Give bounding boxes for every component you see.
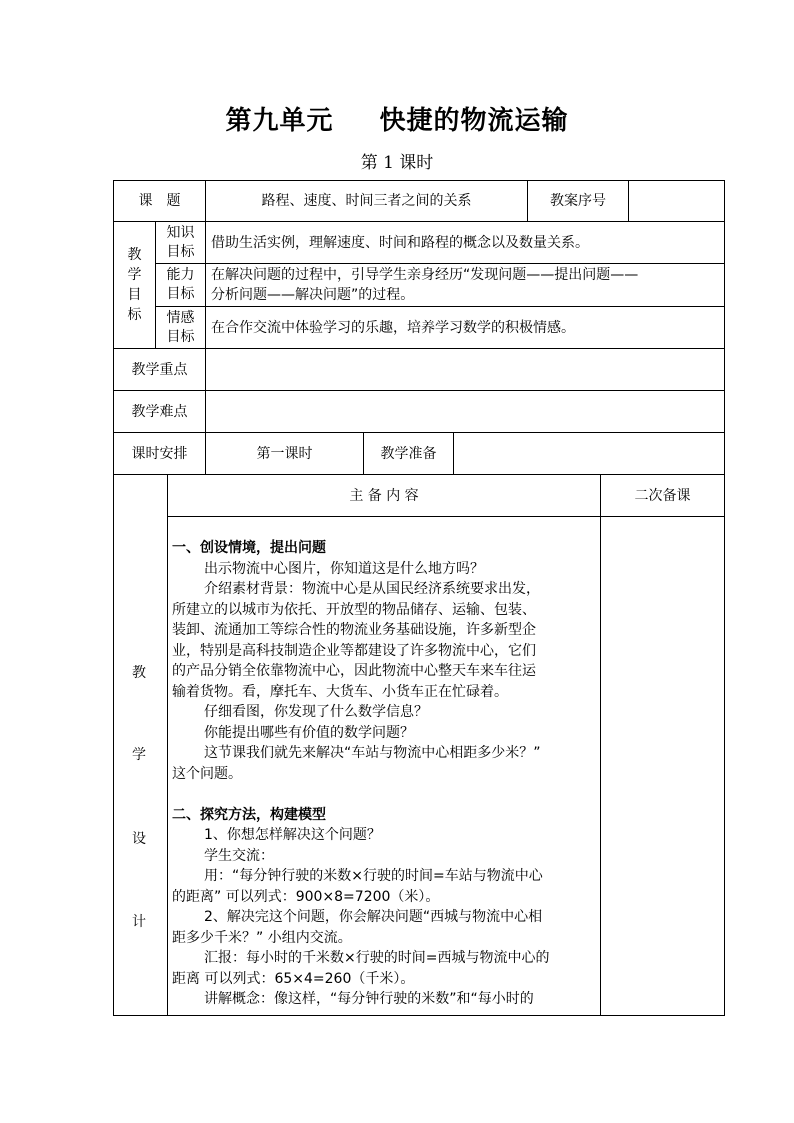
page-title: [0, 100, 794, 137]
prep-value[interactable]: [454, 433, 724, 474]
topic-value: 路程、速度、时间三者之间的关系: [261, 193, 472, 209]
second-prep-header: 二次备课: [634, 487, 691, 504]
content-line: 的产品分销全依靠物流中心，因此物流中心整天车来车往运: [172, 663, 536, 679]
goals-label-char: 标: [127, 307, 142, 323]
content-line: 的距离” 可以列式：900×8=7200（米）。: [172, 888, 440, 905]
ability-goal-label: 能力 目标: [166, 267, 195, 302]
lesson-seq-value[interactable]: [629, 181, 724, 221]
knowledge-goal-label: 知识 目标: [166, 224, 195, 260]
key-point-label: 教学重点: [131, 361, 188, 378]
schedule-value: 第一课时: [256, 445, 313, 462]
design-label-char: 学: [132, 747, 146, 763]
goals-label-char: 教: [127, 247, 142, 263]
content-line: 输着货物。看，摩托车、大货车、小货车正在忙碌着。: [172, 683, 508, 700]
design-label-char: 设: [132, 831, 146, 847]
content-line: 所建立的以城市为依托、开放型的物品储存、运输、包装、: [172, 601, 536, 618]
main-content-body: [172, 538, 597, 1010]
section-heading: 二、探究方法，构建模型: [172, 806, 326, 823]
goals-label-char: 目: [127, 287, 142, 303]
section-heading: 一、创设情境，提出问题: [172, 540, 326, 556]
content-line: 业，特别是高科技制造企业等都建设了许多物流中心，它们: [172, 642, 536, 659]
unit-title: 第九单元: [225, 106, 334, 136]
design-label: [114, 475, 167, 1015]
emotion-goal-label: 情感 目标: [166, 309, 195, 345]
lesson-seq-label: 教案序号: [550, 193, 606, 209]
content-line: 学生交流：: [204, 847, 274, 864]
design-label-char: 教: [132, 665, 146, 681]
prep-label: 教学准备: [380, 445, 437, 462]
content-line: 距多少千米？” 小组内交流。: [172, 929, 352, 946]
knowledge-goal-text: 借助生活实例，理解速度、时间和路程的概念以及数量关系。: [211, 234, 589, 251]
goals-label: [114, 222, 155, 348]
lesson-number: 第 1 课时: [360, 153, 434, 173]
difficulty-label: 教学难点: [131, 403, 188, 420]
topic-label: 课 题: [138, 193, 181, 209]
content-line: 这节课我们就先来解决“车站与物流中心相距多少米？”: [204, 745, 541, 761]
blank-line: [172, 784, 597, 805]
content-line: 这个问题。: [172, 765, 242, 782]
content-line: 用：“每分钟行驶的米数×行驶的时间=车站与物流中心: [204, 868, 543, 884]
content-line: 仔细看图，你发现了什么数学信息？: [204, 704, 428, 720]
unit-name: 快捷的物流运输: [379, 106, 569, 136]
design-label-char: 计: [132, 914, 146, 930]
content-line: 2、解决完这个问题，你会解决问题“西城与物流中心相: [204, 909, 543, 925]
content-line: 1、你想怎样解决这个问题？: [204, 827, 381, 843]
emotion-goal-text: 在合作交流中体验学习的乐趣，培养学习数学的积极情感。: [211, 319, 575, 336]
content-line: 距离 可以列式：65×4=260（千米）。: [172, 970, 415, 987]
key-point-value[interactable]: [206, 349, 724, 390]
content-line: 介绍素材背景：物流中心是从国民经济系统要求出发，: [204, 581, 540, 597]
difficulty-value[interactable]: [206, 391, 724, 432]
content-line: 讲解概念：像这样，“每分钟行驶的米数”和“每小时的: [204, 991, 534, 1007]
goals-label-char: 学: [127, 267, 142, 283]
content-line: 你能提出哪些有价值的数学问题？: [204, 724, 414, 741]
second-prep-area[interactable]: [601, 517, 724, 1015]
content-line: 出示物流中心图片，你知道这是什么地方吗？: [204, 560, 484, 577]
content-line: 装卸、流通加工等综合性的物流业务基础设施，许多新型企: [172, 622, 536, 638]
ability-goal-text: 在解决问题的过程中，引导学生亲身经历“发现问题——提出问题—— 分析问题——解决问题”的过程。: [211, 267, 639, 303]
content-line: 汇报：每小时的千米数×行驶的时间=西城与物流中心的: [204, 950, 550, 966]
schedule-label: 课时安排: [131, 445, 188, 462]
main-content-header: 主 备 内 容: [349, 487, 419, 504]
